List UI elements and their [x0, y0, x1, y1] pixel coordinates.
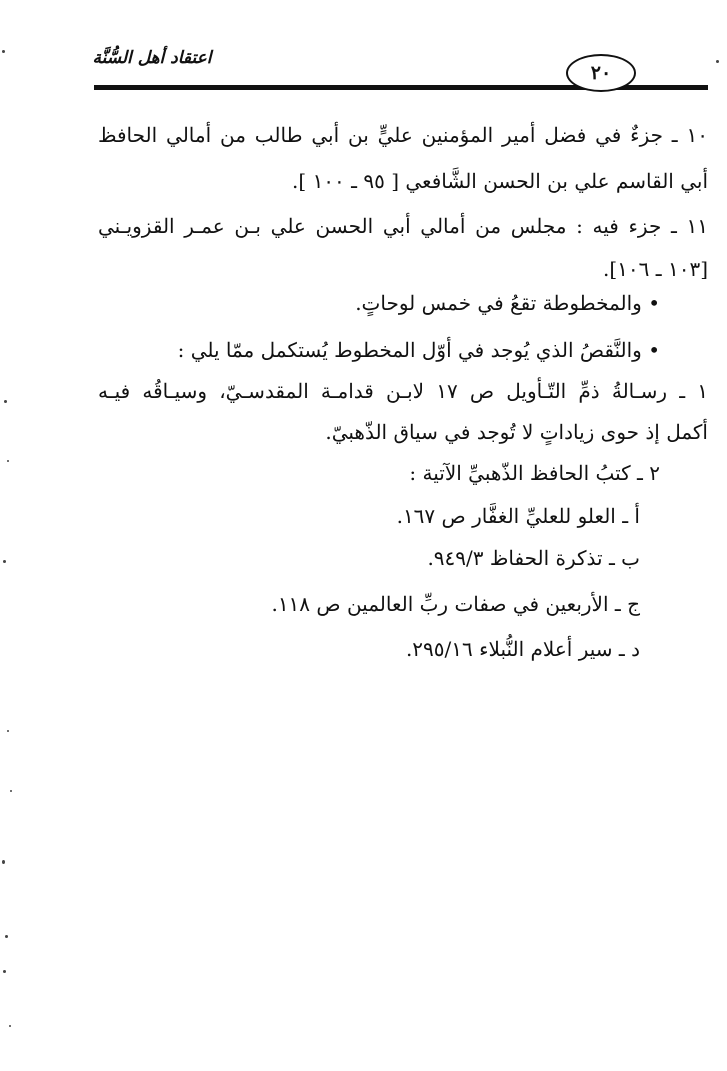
scan-speck	[9, 1025, 11, 1027]
scan-speck	[7, 730, 9, 732]
scan-speck	[3, 970, 6, 973]
scan-speck	[5, 935, 8, 938]
scan-speck	[3, 560, 6, 563]
scan-speck	[2, 860, 5, 864]
text-line-item-10-cont: أبي القاسم علي بن الحسن الشَّافعي [ ٩٥ ـ ١٠٠ ].	[292, 169, 708, 193]
scan-speck	[7, 460, 9, 462]
scan-speck	[4, 400, 7, 403]
text-line-item-10: ١٠ ـ جزءٌ في فضل أمير المؤمنين عليٍّ بن أبي طالب من أمالي الحافظ	[98, 123, 708, 147]
text-line-source-1-cont: أكمل إذ حوى زياداتٍ لا تُوجد في سياق الذّهبيّ.	[325, 420, 708, 444]
scan-speck	[2, 50, 5, 53]
list-item-b: ب ـ تذكرة الحفاظ ٩٤٩/٣.	[427, 546, 640, 570]
list-item-c: ج ـ الأربعين في صفات ربِّ العالمين ص ١١٨.	[271, 592, 640, 616]
bullet-missing-part: • والنَّقصُ الذي يُوجد في أوّل المخطوط يُستكمل ممّا يلي :	[177, 338, 660, 362]
bullet-manuscript-plates: • والمخطوطة تقعُ في خمس لوحاتٍ.	[355, 291, 660, 315]
scan-speck	[716, 60, 719, 63]
scan-speck	[10, 790, 12, 792]
running-title: اعتقاد أهل السُّنَّة	[92, 48, 212, 68]
text-line-item-11: ١١ ـ جزء فيه : مجلس من أمالي أبي الحسن علي بـن عمـر القزويـني	[98, 214, 708, 238]
text-line-source-2: ٢ ـ كتبُ الحافظ الذّهبيِّ الآتية :	[409, 461, 660, 485]
list-item-d: د ـ سير أعلام النُّبلاء ٢٩٥/١٦.	[405, 637, 640, 661]
page-number-badge: ٢٠	[566, 54, 636, 92]
text-line-source-1: ١ ـ رسـالةُ ذمِّ التّـأويل ص ١٧ لابـن قدامـة المقدسـيّ، وسيـاقُه فيـه	[98, 379, 708, 403]
list-item-a: أ ـ العلو للعليِّ الغفَّار ص ١٦٧.	[396, 504, 640, 528]
text-line-item-11-cont: [١٠٣ ـ ١٠٦].	[602, 257, 708, 281]
